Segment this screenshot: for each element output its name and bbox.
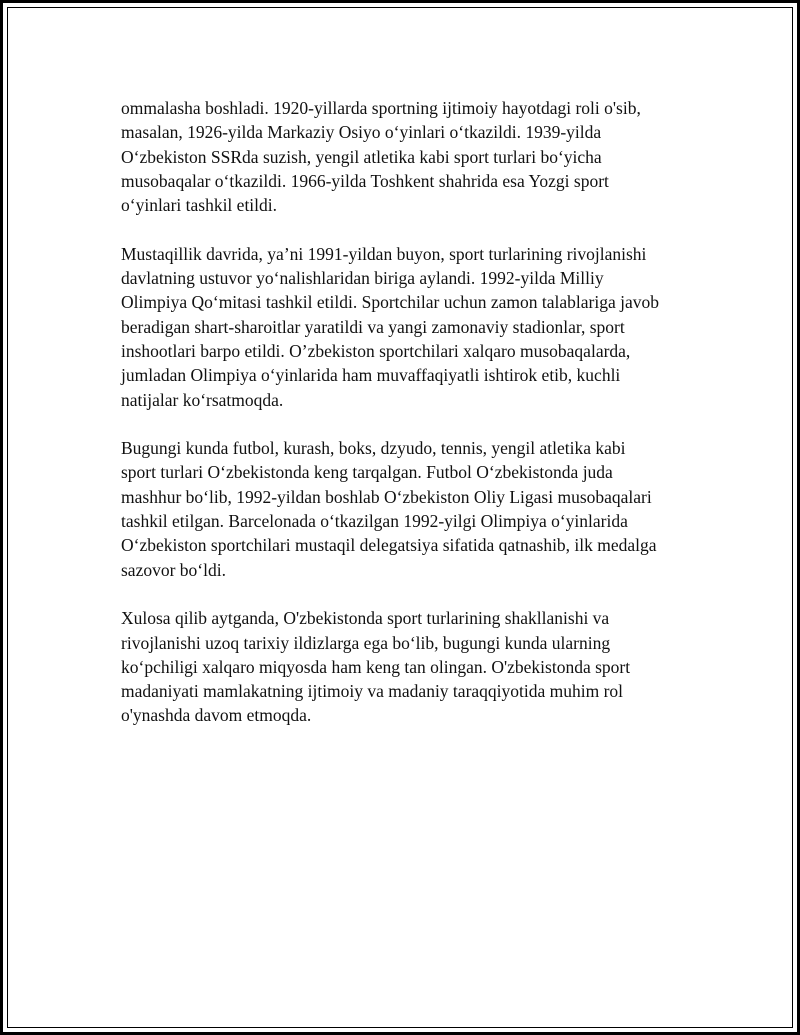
text-line: sport turlari O‘zbekistonda keng tarqalgan. Futbol O‘zbekistonda juda bbox=[121, 462, 613, 483]
text-line: musobaqalar o‘tkazildi. 1966-yilda Toshkent shahrida esa Yozgi sport bbox=[121, 170, 609, 191]
text-line: Mustaqillik davrida, ya’ni 1991-yildan buyon, sport turlarining rivojlanishi bbox=[121, 243, 647, 264]
text-line: Xulosa qilib aytganda, O'zbekistonda sport turlarining shakllanishi va bbox=[121, 608, 610, 629]
paragraph bbox=[121, 606, 701, 727]
paragraph bbox=[121, 436, 701, 582]
text-line: Bugungi kunda futbol, kurash, boks, dzyudo, tennis, yengil atletika kabi bbox=[121, 438, 626, 459]
text-line: O‘zbekiston sportchilari mustaqil delegatsiya sifatida qatnashib, ilk medalga bbox=[121, 535, 657, 556]
text-line: ommalasha boshladi. 1920-yillarda sportning ijtimoiy hayotdagi roli o'sib, bbox=[121, 98, 641, 118]
text-line: inshootlari barpo etildi. O’zbekiston sportchilari xalqaro musobaqalarda, bbox=[121, 340, 631, 361]
text-line: o'ynashda davom etmoqda. bbox=[121, 705, 312, 726]
text-line: masalan, 1926-yilda Markaziy Osiyo o‘yinlari o‘tkazildi. 1939-yilda bbox=[121, 122, 602, 143]
text-line: madaniyati mamlakatning ijtimoiy va madaniy taraqqiyotida muhim rol bbox=[121, 681, 624, 702]
text-line: davlatning ustuvor yo‘nalishlaridan biriga aylandi. 1992-yilda Milliy bbox=[121, 268, 604, 289]
text-line: Olimpiya Qo‘mitasi tashkil etildi. Sportchilar uchun zamon talablariga javob bbox=[121, 292, 659, 313]
text-line: natijalar ko‘rsatmoqda. bbox=[121, 389, 284, 410]
document-body bbox=[121, 96, 701, 752]
text-line: mashhur bo‘lib, 1992-yildan boshlab O‘zbekiston Oliy Ligasi musobaqalari bbox=[121, 486, 652, 507]
paragraph bbox=[121, 96, 701, 217]
text-line: ko‘pchiligi xalqaro miqyosda ham keng tan olingan. O'zbekistonda sport bbox=[121, 656, 631, 677]
text-line: O‘zbekiston SSRda suzish, yengil atletika kabi sport turlari bo‘yicha bbox=[121, 146, 602, 167]
text-line: beradigan shart-sharoitlar yaratildi va yangi zamonaviy stadionlar, sport bbox=[121, 316, 625, 337]
text-line: rivojlanishi uzoq tarixiy ildizlarga ega bo‘lib, bugungi kunda ularning bbox=[121, 632, 611, 653]
text-line: jumladan Olimpiya o‘yinlarida ham muvaffaqiyatli ishtirok etib, kuchli bbox=[121, 365, 621, 386]
text-line: tashkil etilgan. Barcelonada o‘tkazilgan 1992-yilgi Olimpiya o‘yinlarida bbox=[121, 511, 628, 532]
text-line: sazovor bo‘ldi. bbox=[121, 559, 226, 580]
text-line: o‘yinlari tashkil etildi. bbox=[121, 195, 278, 216]
paragraph bbox=[121, 242, 701, 412]
